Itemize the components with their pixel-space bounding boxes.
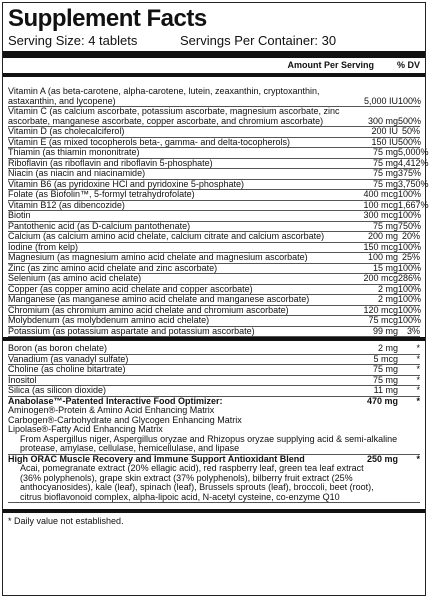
ingredient-dv: 100% [398,294,422,304]
ingredient-name: Chromium (as chromium amino acid chelate and chromium ascorbate) [8,304,289,315]
ingredient-amount: 200 mcg [363,273,398,283]
anabolase-dv: * [416,395,420,406]
other-ingredient-row [8,365,420,376]
ingredient-name: Boron (as boron chelate) [8,343,108,353]
thick-divider [3,51,425,58]
ingredient-dv: 286% [398,273,422,283]
ingredient-dv: 25% [401,252,420,262]
ingredient-amount: 150 mcg [363,241,398,252]
nutrient-row [8,199,429,212]
ingredient-name: Manganese (as manganese amino acid chelate and manganese ascorbate) [8,294,310,304]
ingredient-amount: 300 mcg [363,210,398,220]
ingredient-amount: 75 mg [372,374,398,385]
ingredient-name: Zinc (as zinc amino acid chelate and zinc ascorbate) [8,262,218,273]
other-ingredient-list [8,344,420,397]
anabolase-amount: 470 mg [366,395,398,406]
nutrient-list [8,86,429,337]
ingredient-dv: 3,750% [398,178,429,189]
ingredient-name: Choline (as choline bitartrate) [8,364,126,374]
ingredient-name: Vitamin E (as mixed tocopherols beta-, gamma- and delta-tocopherols) [8,136,290,147]
ingredient-name: Potassium (as potassium aspartate and potassium ascorbate) [8,325,255,336]
footnote: * Daily value not established. [8,516,124,526]
ingredient-dv: 4,412% [398,157,429,168]
ingredient-name: Molybdenum (as molybdenum amino acid chelate) [8,315,210,325]
ingredient-dv: 100% [398,210,422,220]
anabolase-item: Lipolase®-Fatty Acid Enhancing Matrix [8,424,163,434]
ingredient-amount: 100 mg [367,252,398,262]
ingredient-name: Biotin [8,210,31,220]
ingredient-name: Pantothenic acid (as D-calcium pantothenate) [8,220,191,231]
servings-per-container: Servings Per Container: 30 [180,33,337,48]
ingredient-dv: 1,667% [398,199,429,210]
ingredient-amount: 200 mg [367,231,398,241]
ingredient-name: Inositol [8,374,37,385]
ingredient-dv: 100% [398,189,422,199]
ingredient-name: Copper (as copper amino acid chelate and copper ascorbate) [8,283,253,294]
ingredient-dv: 20% [401,231,420,241]
panel-title: Supplement Facts [8,5,207,32]
amount-per-serving-header: Amount Per Serving [287,60,374,70]
ingredient-amount: 11 mg [373,385,398,395]
ingredient-amount: 200 IU [371,126,398,136]
ingredient-name: Selenium (as amino acid chelate) [8,273,142,283]
ingredient-name: Magnesium (as magnesium amino acid chelate and magnesium ascorbate) [8,252,308,262]
ingredient-amount: 75 mg [372,157,398,168]
dv-header: % DV [396,60,420,70]
ingredient-amount: 75 mg [372,168,398,178]
ingredient-name: Vitamin C (as calcium ascorbate, potassium ascorbate, magnesium ascorbate, zinc ascorbate, manganese ascorbate, copper ascorbate, and chromium ascorbate) [8,106,340,126]
ingredient-name: Riboflavin (as riboflavin and riboflavin 5-phosphate) [8,157,213,168]
orac-row [8,455,420,465]
ingredient-dv: 100% [398,241,422,252]
ingredient-dv: * [416,343,420,353]
anabolase-source: From Aspergillus niger, Aspergillus oryzae and Rhizopus oryzae supplying acid & semi-alkaline protease, amylase, cellulase, hemicellulase, and lipase [8,435,420,455]
ingredient-dv: 100% [398,304,422,315]
ingredient-amount: 75 mg [372,147,398,157]
ingredient-dv: 750% [398,220,422,231]
ingredient-amount: 400 mcg [363,189,398,199]
ingredient-name: Vitamin B6 (as pyridoxine HCl and pyridoxine 5-phosphate) [8,178,244,189]
ingredient-dv: 100% [398,315,422,325]
ingredient-dv: 500% [398,136,422,147]
ingredient-amount: 150 IU [371,136,398,147]
anabolase-row [8,397,420,407]
orac-name: High ORAC Muscle Recovery and Immune Support Antioxidant Blend [8,453,305,464]
ingredient-amount: 75 mg [372,364,398,374]
ingredient-dv: 375% [398,168,422,178]
supplement-facts-panel [2,2,429,596]
column-header [8,58,420,73]
serving-size: Serving Size: 4 tablets [8,33,138,48]
anabolase-item: Carbogen®-Carbohydrate and Glycogen Enhancing Matrix [8,414,242,425]
ingredient-dv: 500% [398,115,422,126]
ingredient-dv: 5,000% [398,147,429,157]
ingredient-amount: 100 mcg [363,199,398,210]
orac-amount: 250 mg [366,453,398,464]
ingredient-dv: 100% [398,95,422,106]
serving-info [8,33,420,49]
ingredient-name: Silica (as silicon dioxide) [8,385,107,395]
ingredient-dv: 100% [398,283,422,294]
ingredient-dv: 50% [401,126,420,136]
orac-ingredients: Acai, pomegranate extract (20% ellagic acid), red raspberry leaf, green tea leaf extract (36% polyphenols), grape skin extract (37% polyphenols), bilberry fruit extract (25% anthocyanosides), kale (leaf), spinach (leaf), Brussels sprouts (leaf), broccoli, beet (root), citrus bioflavonoid complex, alpha-lipoic acid, N-acetyl cysteine, co-enzyme Q10 [8,464,420,503]
ingredient-amount: 2 mg [377,343,398,353]
ingredient-dv: * [416,374,420,385]
orac-dv: * [416,453,420,464]
ingredient-amount: 2 mg [377,283,398,294]
nutrient-row [8,327,420,338]
ingredient-name: Vanadium (as vanadyl sulfate) [8,353,129,364]
ingredient-dv: 3% [406,325,420,336]
anabolase-item: Aminogen®-Protein & Amino Acid Enhancing Matrix [8,405,215,415]
ingredient-name: Niacin (as niacin and niacinamide) [8,168,146,178]
ingredient-amount: 5,000 IU [363,95,398,106]
ingredient-name: Thiamin (as thiamin mononitrate) [8,147,140,157]
ingredient-amount: 99 mg [372,325,398,336]
ingredient-dv: * [416,353,420,364]
ingredient-dv: 100% [398,262,422,273]
ingredient-name: Vitamin A (as beta-carotene, alpha-carotene, lutein, zeaxanthin, cryptoxanthin, astaxanthin, and lycopene) [8,86,320,106]
nutrient-row [8,107,420,127]
ingredient-name: Iodine (from kelp) [8,241,79,252]
ingredient-name: Folate (as Biofolin™, 5-formyl tetrahydrofolate) [8,189,195,199]
ingredient-name: Vitamin D (as cholecalciferol) [8,126,125,136]
ingredient-amount: 75 mcg [368,315,398,325]
ingredient-amount: 2 mg [377,294,398,304]
ingredient-amount: 300 mg [367,115,398,126]
ingredient-amount: 15 mg [372,262,398,273]
ingredient-amount: 75 mg [372,178,398,189]
nutrient-row [8,87,420,107]
ingredient-amount: 120 mcg [363,304,398,315]
anabolase-name: Anabolase™-Patented Interactive Food Optimizer: [8,395,223,406]
ingredient-dv: * [416,385,420,395]
ingredient-amount: 5 mcg [373,353,398,364]
ingredient-amount: 75 mg [372,220,398,231]
ingredient-name: Vitamin B12 (as dibencozide) [8,199,125,210]
ingredient-dv: * [416,364,420,374]
ingredient-name: Calcium (as calcium amino acid chelate, calcium citrate and calcium ascorbate) [8,231,325,241]
